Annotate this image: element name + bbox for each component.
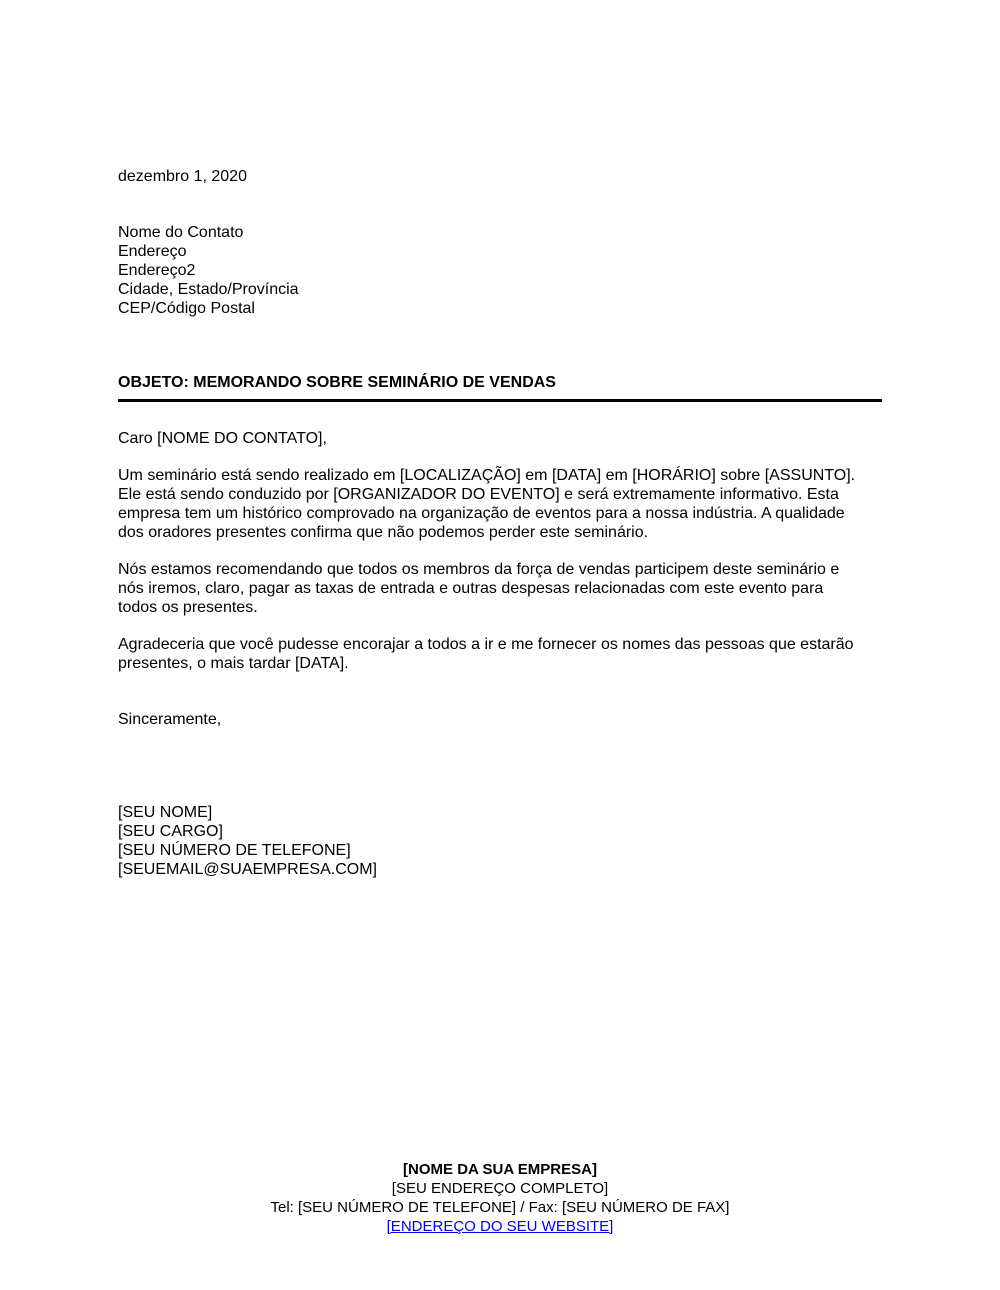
paragraph-2-line: todos os presentes. [118,599,258,616]
footer-company-name: [NOME DA SUA EMPRESA] [403,1161,597,1178]
paragraph-1-line: dos oradores presentes confirma que não podemos perder este seminário. [118,524,649,541]
subject-divider [118,399,882,402]
closing: Sinceramente, [118,711,222,728]
paragraph-2-line: nós iremos, claro, pagar as taxas de entrada e outras despesas relacionadas com este evento para [118,580,824,597]
footer-website-link[interactable]: [ENDEREÇO DO SEU WEBSITE] [386,1218,614,1235]
recipient-address [118,223,299,318]
paragraph-2-line: Nós estamos recomendando que todos os membros da força de vendas participem deste seminário e [118,561,840,578]
recipient-address-line2: Endereço2 [118,262,196,279]
recipient-name: Nome do Contato [118,224,244,241]
recipient-city-state: Cidade, Estado/Província [118,281,299,298]
paragraph-1-line: Ele está sendo conduzido por [ORGANIZADOR DO EVENTO] e será extremamente informativo. Esta [118,486,839,503]
company-footer [0,1160,1000,1236]
salutation: Caro [NOME DO CONTATO], [118,430,327,447]
paragraph-3-line: presentes, o mais tardar [DATA]. [118,655,349,672]
signature-phone: [SEU NÚMERO DE TELEFONE] [118,842,351,859]
paragraph-3 [118,635,854,673]
signature-name: [SEU NOME] [118,804,213,821]
subject-line: OBJETO: MEMORANDO SOBRE SEMINÁRIO DE VENDAS [118,374,556,391]
paragraph-2 [118,560,839,617]
signature-email: [SEUEMAIL@SUAEMPRESA.COM] [118,861,377,878]
recipient-postal-code: CEP/Código Postal [118,300,255,317]
footer-address: [SEU ENDEREÇO COMPLETO] [391,1180,609,1197]
signature-block [118,803,377,879]
letter-date: dezembro 1, 2020 [118,168,247,185]
footer-contact: Tel: [SEU NÚMERO DE TELEFONE] / Fax: [SEU NÚMERO DE FAX] [270,1199,730,1216]
paragraph-1 [118,466,855,542]
signature-title: [SEU CARGO] [118,823,223,840]
paragraph-1-line: Um seminário está sendo realizado em [LOCALIZAÇÃO] em [DATA] em [HORÁRIO] sobre [ASSUNTO]. [118,467,856,484]
recipient-address-line1: Endereço [118,243,187,260]
paragraph-3-line: Agradeceria que você pudesse encorajar a todos a ir e me fornecer os nomes das pessoas que estarão [118,636,854,653]
paragraph-1-line: empresa tem um histórico comprovado na organização de eventos para a nossa indústria. A qualidade [118,505,845,522]
